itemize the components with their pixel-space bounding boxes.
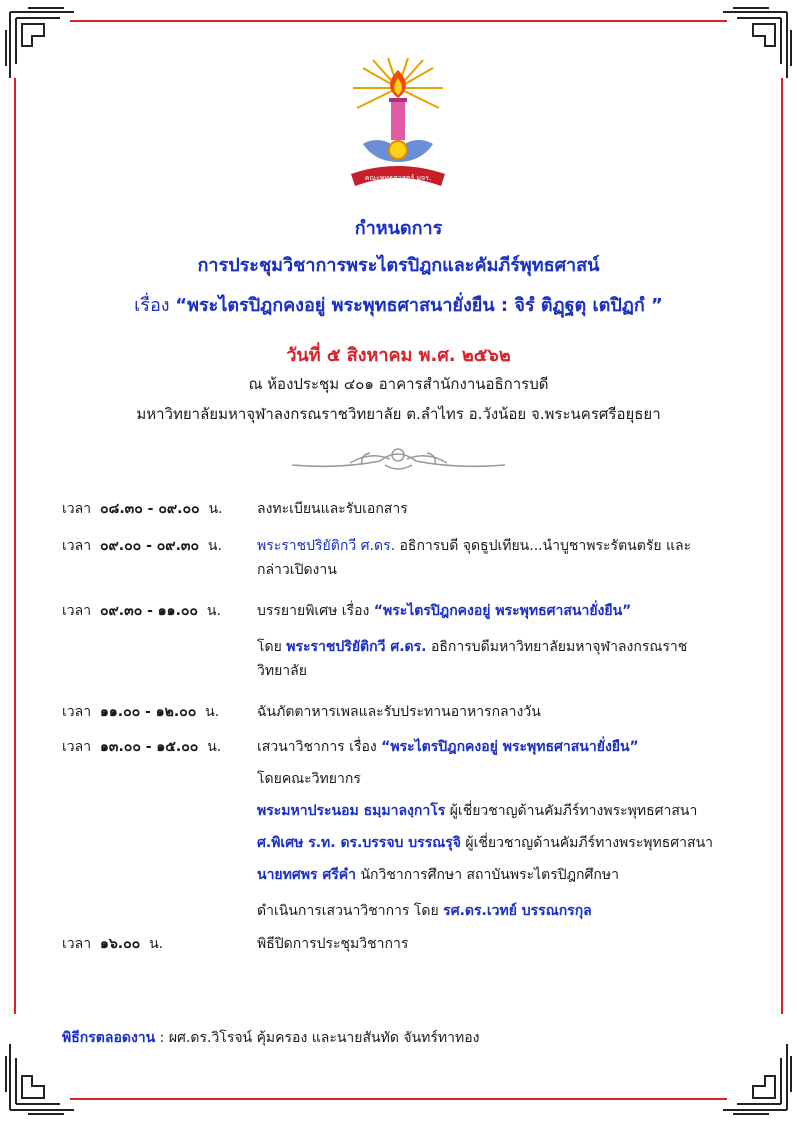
topic-title xyxy=(0,290,797,319)
program-heading: กำหนดการ xyxy=(354,218,443,239)
mc-label: พิธีกรตลอดงาน xyxy=(62,1030,156,1046)
master-of-ceremonies xyxy=(62,1027,479,1049)
schedule-desc: พระราชปริยัติกวี ศ.ดร. อธิการบดี จุดธูปเทียน...นำบูชาพระรัตนตรัย และ กล่าวเปิดงาน xyxy=(257,538,692,578)
venue-university: มหาวิทยาลัยมหาจุฬาลงกรณราชวิทยาลัย ต.ลำไทร อ.วังน้อย จ.พระนครศรีอยุธยา xyxy=(136,405,661,423)
corner-ornament-top-right xyxy=(713,6,793,86)
schedule-desc: พิธีปิดการประชุมวิชาการ xyxy=(257,936,409,952)
venue-room: ณ ห้องประชุม ๔๐๑ อาคารสำนักงานอธิการบดี xyxy=(248,375,549,393)
svg-text:คณะพุทธศาสตร์ มจร.: คณะพุทธศาสตร์ มจร. xyxy=(364,174,432,182)
schedule-time: เวลา ๐๙.๓๐ - ๑๑.๐๐ น. xyxy=(62,603,221,619)
panel-topic: “พระไตรปิฎกคงอยู่ พระพุทธศาสนายั่งยืน” xyxy=(381,739,639,755)
speaker-name: พระราชปริยัติกวี ศ.ดร. xyxy=(286,639,427,655)
panelist-name: พระมหาประนอม ธมฺมาลงฺกาโร xyxy=(257,803,446,819)
schedule-time: เวลา ๑๓.๐๐ - ๑๕.๐๐ น. xyxy=(62,739,222,755)
frame-top-line xyxy=(70,20,727,22)
university-emblem-logo xyxy=(343,58,453,198)
corner-ornament-top-left xyxy=(4,6,84,86)
schedule-desc: ฉันภัตตาหารเพลและรับประทานอาหารกลางวัน xyxy=(257,704,541,720)
corner-ornament-bottom-right xyxy=(713,1036,793,1116)
schedule-time: เวลา ๐๙.๐๐ - ๐๙.๓๐ น. xyxy=(62,538,222,554)
panelist-name: ศ.พิเศษ ร.ท. ดร.บรรจบ บรรณรุจิ xyxy=(257,835,461,851)
panelist-name: นายทศพร ศรีคำ xyxy=(257,867,357,883)
moderator-name: รศ.ดร.เวทย์ บรรณกรกุล xyxy=(443,903,592,919)
schedule-time: เวลา ๐๘.๓๐ - ๐๙.๐๐ น. xyxy=(62,501,223,517)
lecture-topic: “พระไตรปิฎกคงอยู่ พระพุทธศาสนายั่งยืน” xyxy=(373,603,632,619)
schedule-desc: บรรยายพิเศษ เรื่อง “พระไตรปิฎกคงอยู่ พระพุทธศาสนายั่งยืน” โดย พระราชปริยัติกวี ศ.ดร. อธิการบดีมหาวิทยาลัยมหาจุฬาลงกรณราช วิทยาลัย xyxy=(257,603,688,679)
topic-prefix: เรื่อง xyxy=(134,295,170,316)
frame-bottom-line xyxy=(70,1098,727,1100)
mc-names: : ผศ.ดร.วิโรจน์ คุ้มครอง และนายสันทัด จันทร์ทาทอง xyxy=(159,1030,480,1046)
speaker-name: พระราชปริยัติกวี ศ.ดร. xyxy=(257,538,396,554)
event-date: วันที่ ๕ สิงหาคม พ.ศ. ๒๕๖๒ xyxy=(286,345,511,366)
schedule-desc: ลงทะเบียนและรับเอกสาร xyxy=(257,501,408,517)
schedule-time: เวลา ๑๑.๐๐ - ๑๒.๐๐ น. xyxy=(62,704,220,720)
conference-title: การประชุมวิชาการพระไตรปิฎกและคัมภีร์พุทธศาสน์ xyxy=(197,255,600,276)
schedule-time: เวลา ๑๖.๐๐ น. xyxy=(62,936,164,952)
schedule-desc: เสวนาวิชาการ เรื่อง “พระไตรปิฎกคงอยู่ พระพุทธศาสนายั่งยืน” โดยคณะวิทยากร พระมหาประนอม ธมฺมาลงฺกาโร ผู้เชี่ยวชาญด้านคัมภีร์ทางพระพุทธศาสนา ศ.พิเศษ ร.ท. ดร.บรรจบ บรรณรุจิ ผู้เชี่ยวชาญด้านคัมภีร์ทางพระพุทธศาสนา นายทศพร ศรีคำ นักวิชาการศึกษา สถาบันพระไตรปิฎกศึกษา ดำเนินการเสวนาวิชาการ โดย รศ.ดร.เวทย์ บรรณกรกุล xyxy=(257,739,714,919)
ornamental-divider xyxy=(290,443,507,475)
topic-text: “พระไตรปิฎกคงอยู่ พระพุทธศาสนายั่งยืน : จิรํ ติฏฺฐตุ เตปิฏกํ ” xyxy=(175,295,663,316)
